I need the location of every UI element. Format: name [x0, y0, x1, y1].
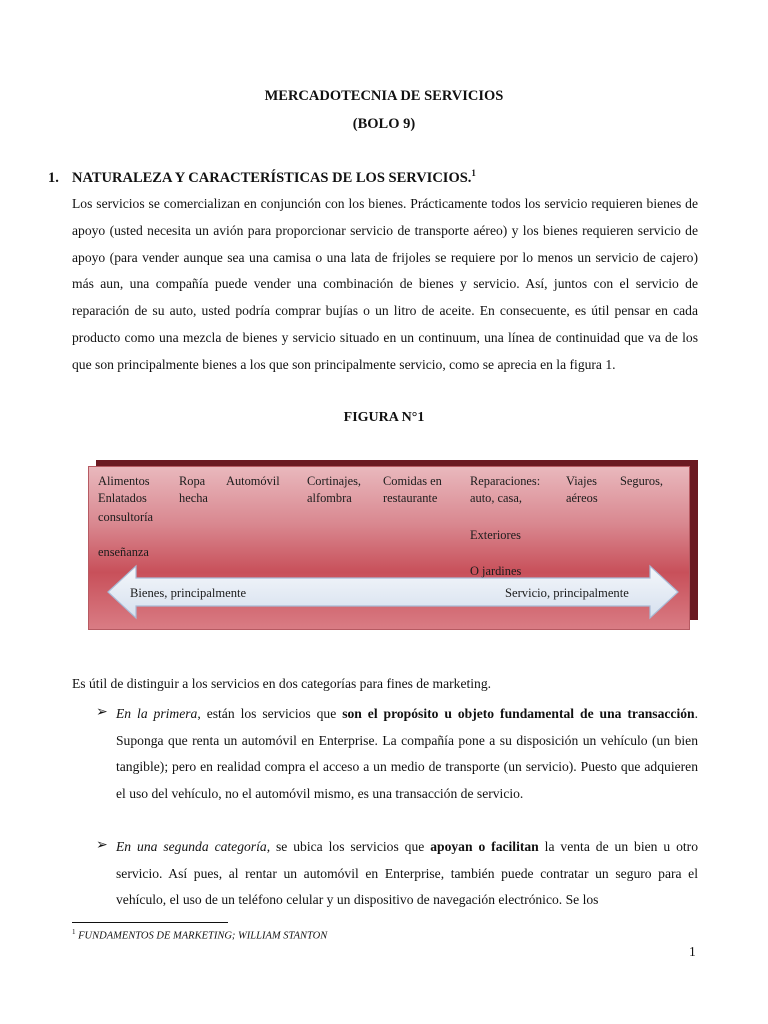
footnote-number: 1 [72, 928, 76, 936]
section-heading [48, 168, 476, 187]
list-item-bold: son el propósito u objeto fundamental de una transacción [342, 706, 695, 721]
label-comidas: Comidas en restaurante [383, 474, 442, 505]
list-item-text: , se ubica los servicios que [266, 839, 431, 854]
list-item-text: la venta de un bien u otro servicio. Así pues, al rentar un automóvil en Enterprise, también puede contratar un seguro para el vehículo, el uso de un teléfono celular y un dispositivo de navegación electrónico. Se los [116, 839, 698, 907]
arrowhead-bullet-icon: ➢ [96, 838, 108, 853]
arrowhead-bullet-icon: ➢ [96, 705, 108, 720]
label-automovil: Automóvil [226, 474, 280, 488]
figure-continuum [88, 460, 698, 628]
section-paragraph: Los servicios se comercializan en conjunción con los bienes. Prácticamente todos los servicio requieren bienes de apoyo (usted necesita un avión para proporcionar servicio de transporte aéreo) y los bienes requieren servicio de apoyo (para vender aunque sea una camisa o una lata de frijoles se requiere por lo menos un servicio de cajero) más aun, una compañía puede vender una combinación de bienes y servicio. Así, juntos con el servicio de reparación de su auto, usted podría comprar bujías o un litro de aceite. En consecuente, es útil pensar en cada producto como una mezcla de bienes y servicio situado en un continuum, una línea de continuidad que va de los que son principalmente bienes a los que son principalmente servicio, como se aprecia en la figura 1. [72, 196, 698, 372]
list-item-text: . Suponga que renta un automóvil en Enterprise. La compañía pone a su disposición un vehículo (un bien tangible); pero en realidad compra el acceso a un medio de transporte (un servicio). Puesto que adquieren el uso del vehículo, no el automóvil mismo, es una transacción de servicio. [116, 706, 699, 801]
label-cortinajes: Cortinajes, alfombra [307, 474, 362, 505]
list-item-italic: En una segunda categoría [116, 839, 267, 854]
list-item [116, 701, 698, 807]
label-ensenanza: enseñanza [98, 545, 149, 559]
footnote-ref: 1 [471, 168, 476, 178]
label-seguros: Seguros, [620, 474, 664, 488]
label-ropa: Ropa hecha [179, 474, 208, 505]
list-item [116, 834, 698, 914]
list-item-text: , están los servicios que [197, 706, 343, 721]
label-exteriores: Exteriores [470, 528, 521, 542]
arrow-label-right: Servicio, principalmente [505, 586, 629, 600]
footnote-text: FUNDAMENTOS DE MARKETING; WILLIAM STANTON [78, 930, 328, 942]
label-reparaciones: Reparaciones: auto, casa, [470, 474, 541, 505]
label-ojardines: O jardines [470, 564, 522, 578]
list-item-bold: apoyan o facilitan [430, 839, 539, 854]
page-subtitle: (BOLO 9) [352, 116, 416, 132]
arrow-label-left: Bienes, principalmente [130, 586, 247, 600]
label-alimentos: Alimentos Enlatados [98, 474, 150, 505]
label-viajes: Viajes aéreos [566, 474, 598, 505]
categories-intro: Es útil de distinguir a los servicios en dos categorías para fines de marketing. [72, 676, 492, 691]
figure-title: FIGURA N°1 [343, 410, 425, 425]
page-title: MERCADOTECNIA DE SERVICIOS [264, 88, 504, 104]
footnote-separator [72, 922, 228, 923]
footnote [72, 928, 327, 942]
page-number: 1 [689, 944, 696, 959]
list-item-italic: En la primera [116, 706, 198, 721]
section-number: 1. [48, 169, 59, 186]
section-heading-text: NATURALEZA Y CARACTERÍSTICAS DE LOS SERVICIOS. [72, 169, 472, 186]
label-consultoria: consultoría [98, 510, 154, 524]
